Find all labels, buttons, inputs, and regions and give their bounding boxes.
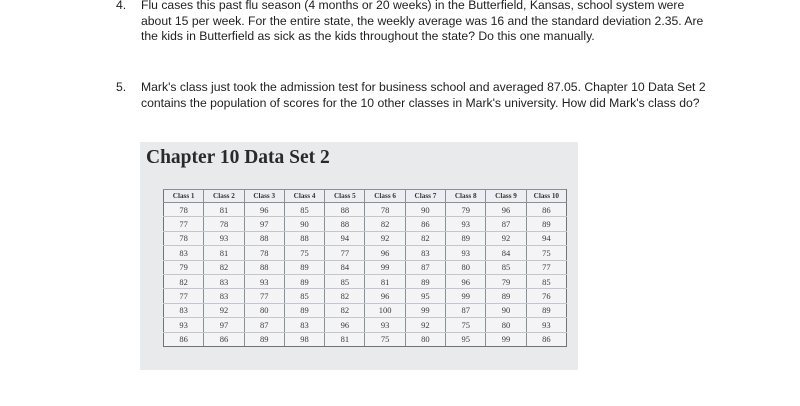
table-cell: 95 xyxy=(405,289,445,303)
table-cell: 82 xyxy=(365,217,405,231)
table-cell: 87 xyxy=(405,260,445,274)
table-cell: 89 xyxy=(405,274,445,288)
table-cell: 83 xyxy=(204,274,244,288)
table-cell: 85 xyxy=(325,274,365,288)
table-cell: 78 xyxy=(204,217,244,231)
table-cell: 99 xyxy=(365,260,405,274)
table-cell: 92 xyxy=(204,303,244,317)
table-cell: 89 xyxy=(446,231,486,245)
table-cell: 89 xyxy=(244,332,284,346)
table-cell: 94 xyxy=(526,231,566,245)
table-row xyxy=(164,274,567,288)
table-cell: 80 xyxy=(486,318,526,332)
table-cell: 82 xyxy=(164,274,204,288)
table-cell: 100 xyxy=(365,303,405,317)
table-cell: 76 xyxy=(526,289,566,303)
table-cell: 93 xyxy=(446,246,486,260)
column-header: Class 9 xyxy=(486,190,526,203)
column-header: Class 6 xyxy=(365,190,405,203)
table-cell: 80 xyxy=(446,260,486,274)
table-cell: 79 xyxy=(446,203,486,217)
table-cell: 92 xyxy=(486,231,526,245)
table-cell: 96 xyxy=(325,318,365,332)
table-cell: 95 xyxy=(446,332,486,346)
table-cell: 86 xyxy=(526,332,566,346)
table-cell: 83 xyxy=(405,246,445,260)
table-cell: 90 xyxy=(486,303,526,317)
table-cell: 89 xyxy=(526,217,566,231)
table-cell: 75 xyxy=(365,332,405,346)
table-cell: 88 xyxy=(284,231,324,245)
data-set-image xyxy=(140,142,578,370)
table-cell: 81 xyxy=(204,246,244,260)
table-cell: 86 xyxy=(405,217,445,231)
table-cell: 89 xyxy=(526,303,566,317)
column-header: Class 10 xyxy=(526,190,566,203)
table-cell: 85 xyxy=(284,289,324,303)
table-cell: 89 xyxy=(284,274,324,288)
table-cell: 93 xyxy=(244,274,284,288)
table-cell: 90 xyxy=(405,203,445,217)
table-cell: 89 xyxy=(486,289,526,303)
table-cell: 79 xyxy=(164,260,204,274)
table-cell: 77 xyxy=(244,289,284,303)
column-header: Class 2 xyxy=(204,190,244,203)
table-cell: 82 xyxy=(325,289,365,303)
problem-number: 4. xyxy=(116,0,127,12)
table-cell: 82 xyxy=(325,303,365,317)
table-cell: 87 xyxy=(486,217,526,231)
table-cell: 84 xyxy=(325,260,365,274)
column-header: Class 5 xyxy=(325,190,365,203)
scores-table xyxy=(163,189,567,347)
table-row xyxy=(164,203,567,217)
table-cell: 96 xyxy=(486,203,526,217)
table-row xyxy=(164,217,567,231)
problem-5 xyxy=(116,80,706,111)
problem-text: Flu cases this past flu season (4 months or 20 weeks) in the Butterfield, Kansas, school system were about 15 per week. For the entire state, the weekly average was 16 and the standard deviation 2.35. Are the kids in Butterfield as sick as the kids throughout the state? Do this one manually. xyxy=(141,0,704,43)
table-cell: 89 xyxy=(284,303,324,317)
table-row xyxy=(164,318,567,332)
table-cell: 86 xyxy=(164,332,204,346)
table-cell: 93 xyxy=(204,231,244,245)
table-cell: 86 xyxy=(204,332,244,346)
table-cell: 90 xyxy=(284,217,324,231)
table-cell: 78 xyxy=(244,246,284,260)
table-cell: 85 xyxy=(284,203,324,217)
table-cell: 94 xyxy=(325,231,365,245)
table-cell: 80 xyxy=(244,303,284,317)
table-cell: 93 xyxy=(526,318,566,332)
table-cell: 98 xyxy=(284,332,324,346)
table-row xyxy=(164,303,567,317)
table-cell: 78 xyxy=(164,231,204,245)
table-cell: 80 xyxy=(405,332,445,346)
table-cell: 78 xyxy=(164,203,204,217)
table-cell: 78 xyxy=(365,203,405,217)
problem-number: 5. xyxy=(116,80,127,94)
table-cell: 85 xyxy=(486,260,526,274)
table-cell: 99 xyxy=(446,289,486,303)
table-row xyxy=(164,332,567,346)
table-cell: 77 xyxy=(325,246,365,260)
table-cell: 87 xyxy=(244,318,284,332)
table-cell: 92 xyxy=(405,318,445,332)
table-cell: 79 xyxy=(486,274,526,288)
problem-4 xyxy=(116,0,706,45)
problem-text: Mark's class just took the admission test for business school and averaged 87.05. Chapter 10 Data Set 2 contains the population of scores for the 10 other classes in Mark's university. How did Mark's class do? xyxy=(141,80,706,110)
table-cell: 97 xyxy=(244,217,284,231)
table-cell: 86 xyxy=(526,203,566,217)
table-cell: 96 xyxy=(244,203,284,217)
column-header: Class 8 xyxy=(446,190,486,203)
table-cell: 89 xyxy=(284,260,324,274)
table-cell: 81 xyxy=(204,203,244,217)
table-cell: 77 xyxy=(526,260,566,274)
table-cell: 96 xyxy=(446,274,486,288)
table-cell: 88 xyxy=(325,217,365,231)
table-cell: 82 xyxy=(405,231,445,245)
table-cell: 75 xyxy=(446,318,486,332)
column-header: Class 3 xyxy=(244,190,284,203)
table-cell: 99 xyxy=(405,303,445,317)
table-cell: 82 xyxy=(204,260,244,274)
table-row xyxy=(164,260,567,274)
table-cell: 96 xyxy=(365,289,405,303)
column-header: Class 1 xyxy=(164,190,204,203)
column-header: Class 4 xyxy=(284,190,324,203)
table-cell: 99 xyxy=(486,332,526,346)
data-set-title: Chapter 10 Data Set 2 xyxy=(146,147,330,168)
table-header-row xyxy=(164,190,567,203)
table-cell: 83 xyxy=(284,318,324,332)
table-cell: 81 xyxy=(325,332,365,346)
table-cell: 81 xyxy=(365,274,405,288)
table-cell: 85 xyxy=(526,274,566,288)
table-row xyxy=(164,289,567,303)
table-cell: 87 xyxy=(446,303,486,317)
table-body xyxy=(164,203,567,347)
table-cell: 96 xyxy=(365,246,405,260)
table-cell: 77 xyxy=(164,217,204,231)
table-cell: 93 xyxy=(164,318,204,332)
table-cell: 83 xyxy=(164,246,204,260)
table-cell: 83 xyxy=(204,289,244,303)
table-row xyxy=(164,231,567,245)
table-cell: 97 xyxy=(204,318,244,332)
table-cell: 84 xyxy=(486,246,526,260)
table-cell: 75 xyxy=(526,246,566,260)
table-cell: 75 xyxy=(284,246,324,260)
table-cell: 88 xyxy=(325,203,365,217)
table-cell: 88 xyxy=(244,260,284,274)
table-cell: 93 xyxy=(446,217,486,231)
table-cell: 88 xyxy=(244,231,284,245)
table-cell: 93 xyxy=(365,318,405,332)
table-cell: 77 xyxy=(164,289,204,303)
column-header: Class 7 xyxy=(405,190,445,203)
table-row xyxy=(164,246,567,260)
table-cell: 92 xyxy=(365,231,405,245)
table-cell: 83 xyxy=(164,303,204,317)
